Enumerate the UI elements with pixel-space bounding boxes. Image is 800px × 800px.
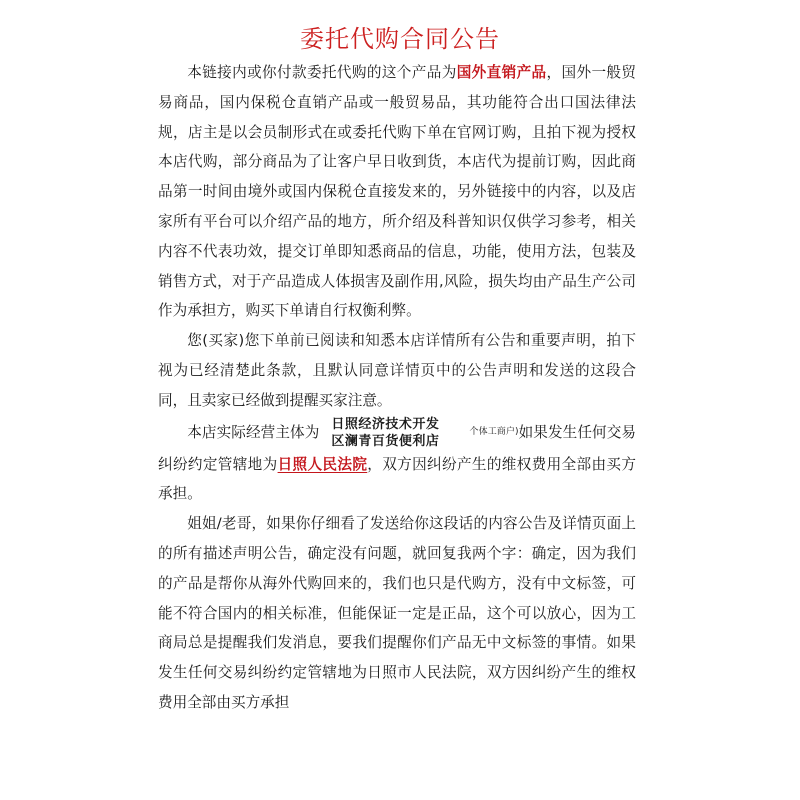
paragraph-3-text-a: 本店实际经营主体为 bbox=[187, 423, 320, 441]
paragraph-3 bbox=[158, 416, 636, 510]
jurisdiction-court: 日照人民法院 bbox=[277, 455, 368, 473]
product-type-highlight: 国外直销产品 bbox=[456, 64, 547, 81]
entity-type-tag: 个体工商户) bbox=[469, 426, 519, 437]
paragraph-3-text-b: 如果发生任何交易纠纷约定管辖地为 bbox=[158, 423, 636, 473]
paragraph-2: 您(买家)您下单前已阅读和知悉本店详情所有公告和重要声明，拍下视为已经清楚此条款，且默认同意详情页中的公告声明和发送的这段合同，且卖家已经做到提醒买家注意。 bbox=[158, 332, 636, 409]
paragraph-1-text-a: 本链接内或你付款委托代购的这个产品为 bbox=[187, 64, 457, 81]
announcement-body bbox=[158, 58, 636, 718]
paragraph-1 bbox=[158, 58, 636, 326]
entity-name-line-2: 区澜青百货便利店 bbox=[331, 433, 440, 449]
paragraph-3-text-c: ，双方因纠纷产生的维权费用全部由买方承担。 bbox=[158, 455, 636, 503]
entity-name-line-1: 日照经济技术开发 bbox=[331, 416, 440, 432]
paragraph-1-text-b: ，国外一般贸易商品，国内保税仓直销产品或一般贸易品，其功能符合出口国法律法规，店主是以会员制形式在或委托代购下单在官网订购，且拍下视为授权本店代购，部分商品为了让客户早日收到货，本店代为提前订购，因此商品第一时间由境外或国内保税仓直接发来的，另外链接中的内容，以及店家所有平台可以介绍产品的地方，所介绍及科普知识仅供学习参考，相关内容不代表功效，提交订单即知悉商品的信息，功能，使用方法，包装及销售方式，对于产品造成人体损害及副作用,风险，损失均由产品生产公司作为承担方，购买下单请自行权衡利弊。 bbox=[158, 64, 636, 320]
business-entity-name bbox=[331, 416, 439, 450]
page-title: 委托代购合同公告 bbox=[300, 25, 500, 53]
paragraph-4: 姐姐/老哥，如果你仔细看了发送给你这段话的内容公告及详情页面上的所有描述声明公告，确定没有问题，就回复我两个字：确定，因为我们的产品是帮你从海外代购回来的，我们也只是代购方，没有中文标签，可能不符合国内的相关标准，但能保证一定是正品，这个可以放心，因为工商局总是提醒我们发消息，要我们提醒你们产品无中文标签的事情。如果发生任何交易纠纷约定管辖地为日照市人民法院，双方因纠纷产生的维权费用全部由买方承担 bbox=[158, 515, 636, 711]
